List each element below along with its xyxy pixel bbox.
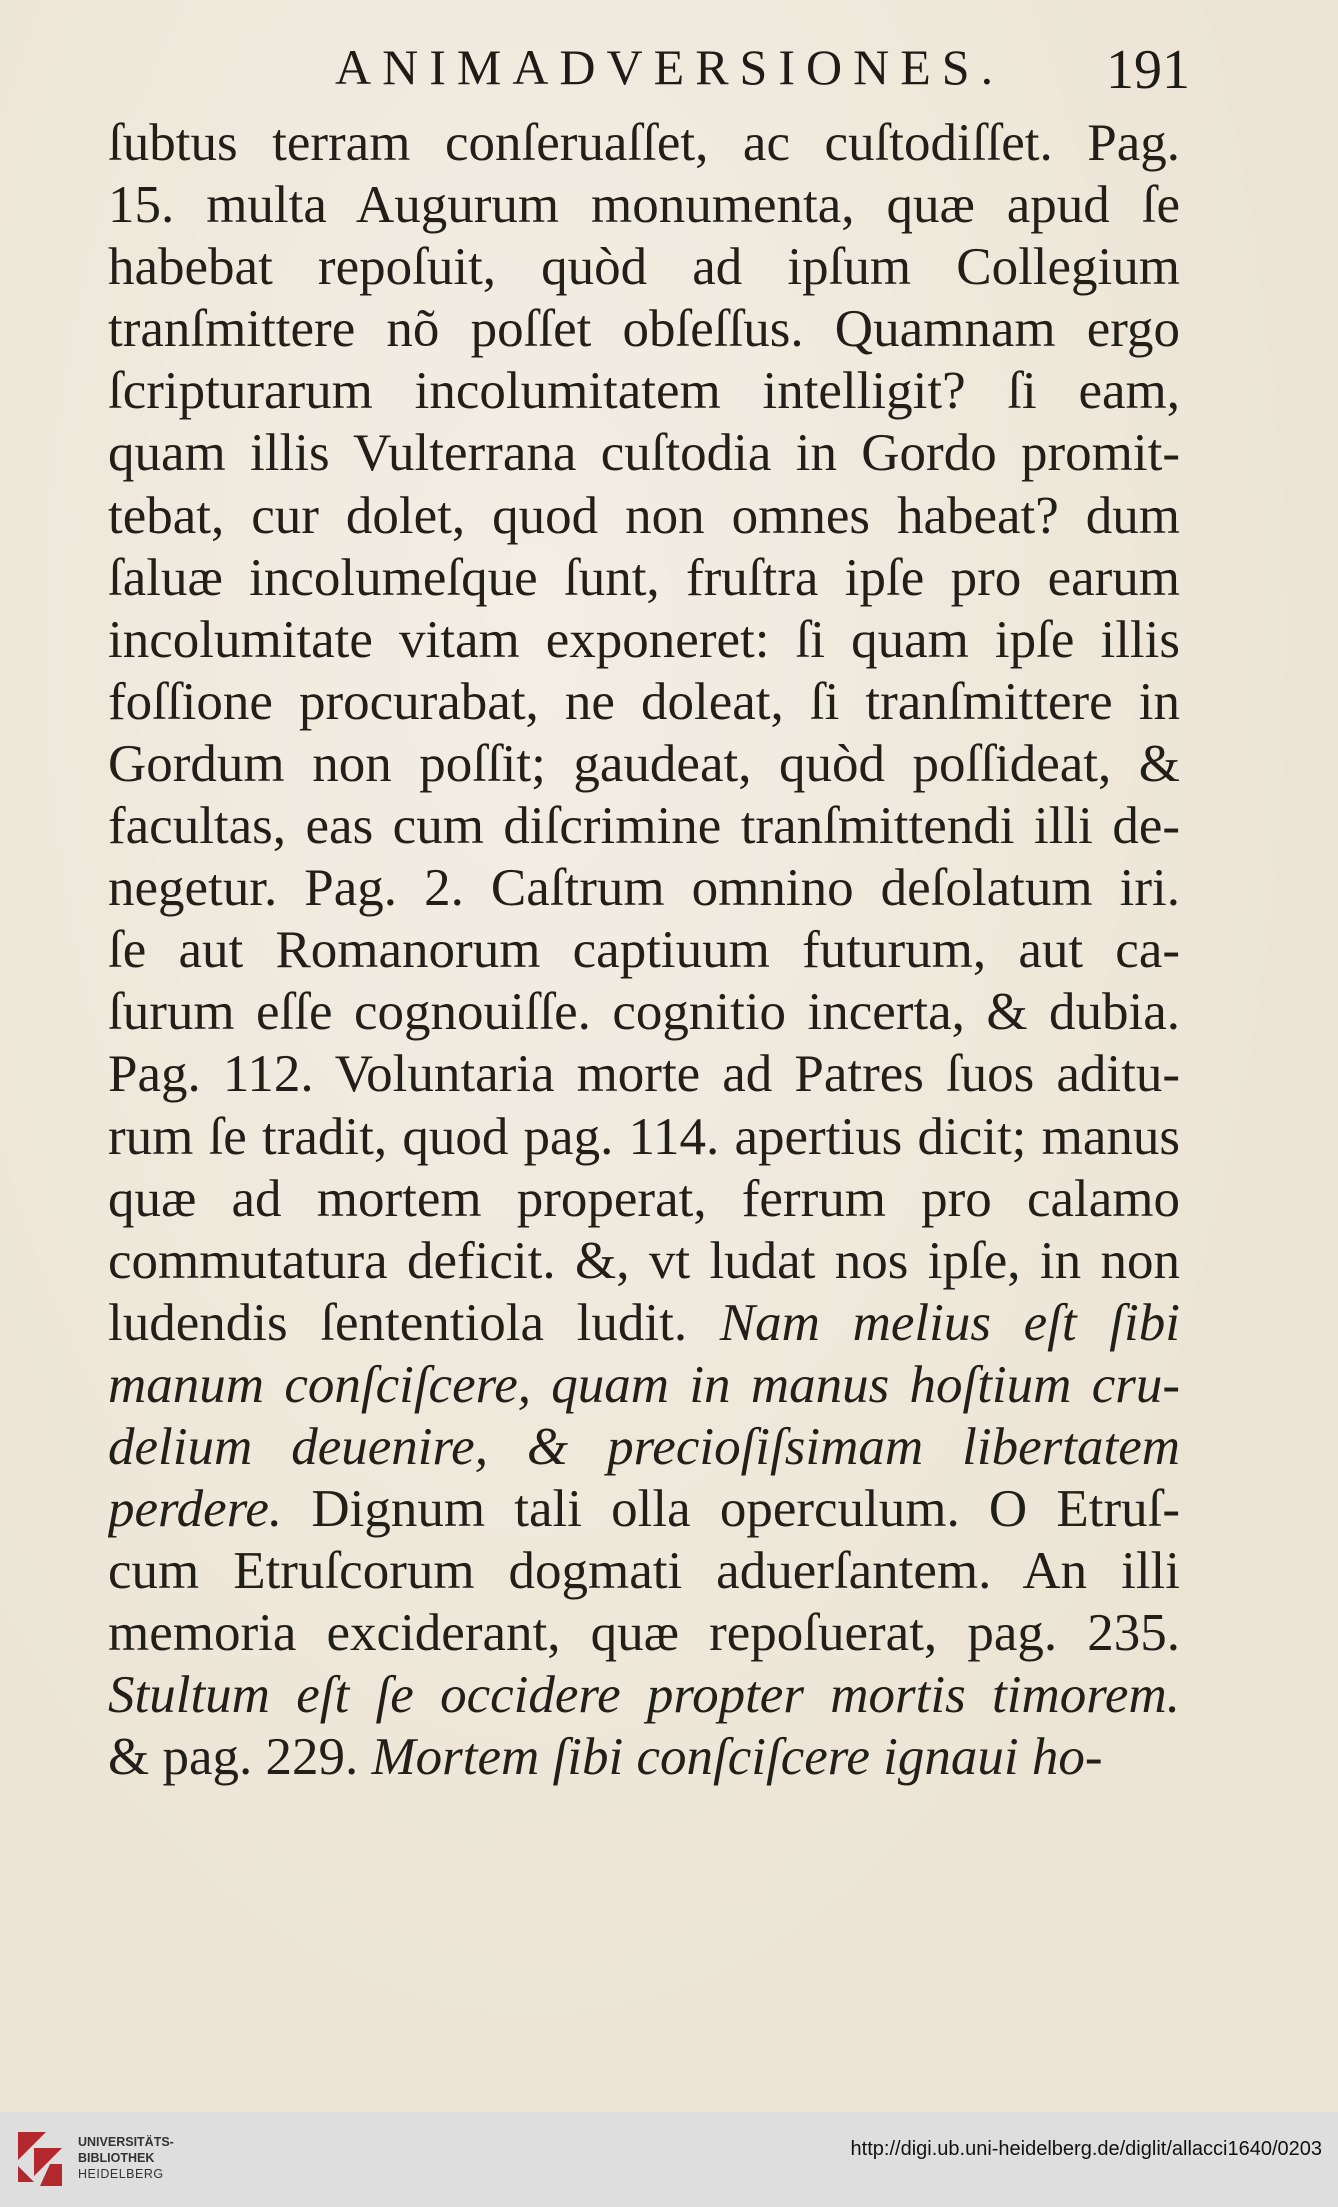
text-line: habebat repoſuit, quòd ad ipſum Collegium [108,238,1180,297]
text-line: quam illis Vulterrana cuſtodia in Gordo promit- [108,424,1180,483]
text-line [108,1726,1180,1788]
roman-text: Dignum tali olla operculum. O Etruſ- [311,1480,1180,1539]
roman-text: cum Etruſcorum dogmati aduerſantem. An illi [108,1542,1180,1601]
institution-line: HEIDELBERG [78,2167,164,2181]
text-line: ſaluæ incolumeſque ſunt, fruſtra ipſe pro earum [108,548,1180,607]
text-line: tranſmittere nõ poſſet obſeſſus. Quamnam ergo [108,300,1180,359]
text-line: ſurum eſſe cognouiſſe. cognitio incerta, & dubia. [108,983,1180,1042]
roman-text: & pag. 229. [108,1728,372,1787]
text-line: quæ ad mortem properat, ferrum pro calamo [108,1169,1180,1228]
text-line: Gordum non poſſit; gaudeat, quòd poſſideat, & [108,734,1180,793]
italic-text: perdere. [108,1480,312,1539]
institution-name [78,2134,174,2182]
body-text [108,112,1180,1789]
permalink-url[interactable]: http://digi.ub.uni-heidelberg.de/diglit/allacci1640/0203 [850,2138,1322,2160]
text-line [108,1602,1180,1664]
text-line [108,1292,1180,1354]
text-line: facultas, eas cum diſcrimine tranſmittendi illi de- [108,797,1180,856]
text-line [108,1540,1180,1602]
text-line: ſe aut Romanorum captiuum futurum, aut ca- [108,921,1180,980]
text-line: commutatura deficit. &, vt ludat nos ipſe, in non [108,1231,1180,1290]
italic-text: delium deuenire, & precioſiſsimam libertatem [108,1417,1180,1476]
text-line: tebat, cur dolet, quod non omnes habeat? dum [108,486,1180,545]
text-line [108,1664,1180,1726]
text-line: incolumitate vitam exponeret: ſi quam ipſe illis [108,610,1180,669]
text-line: negetur. Pag. 2. Caſtrum omnino deſolatum iri. [108,859,1180,918]
text-line [108,1354,1180,1416]
text-line: 15. multa Augurum monumenta, quæ apud ſe [108,176,1180,235]
text-line: Pag. 112. Voluntaria morte ad Patres ſuos aditu- [108,1045,1180,1104]
institution-line: UNIVERSITÄTS- [78,2135,174,2149]
roman-text: ludendis ſententiola ludit. [108,1293,720,1352]
italic-text: Nam melius eſt ſibi [719,1293,1180,1352]
text-line [108,1478,1180,1540]
viewer-footer [0,2112,1338,2207]
text-line: rum ſe tradit, quod pag. 114. apertius dicit; manus [108,1107,1180,1166]
page-header [0,38,1338,108]
university-library-logo-icon[interactable] [12,2126,68,2192]
text-line: ſubtus terram conſeruaſſet, ac cuſtodiſſet. Pag. [108,114,1180,172]
institution-line: BIBLIOTHEK [78,2151,155,2165]
italic-text: Mortem ſibi conſciſcere ignaui ho- [371,1728,1103,1787]
text-line: ſcripturarum incolumitatem intelligit? ſi eam, [108,362,1180,421]
roman-text: memoria exciderant, quæ repoſuerat, pag. 235. [108,1604,1180,1663]
italic-text: Stultum eſt ſe occidere propter mortis timorem. [108,1666,1180,1725]
page-number: 191 [1106,39,1190,101]
text-line: foſſione procurabat, ne doleat, ſi tranſmittere in [108,672,1180,731]
italic-text: manum conſciſcere, quam in manus hoſtium cru- [108,1355,1180,1414]
running-title: ANIMADVERSIONES. [335,39,1005,95]
text-line [108,1416,1180,1478]
